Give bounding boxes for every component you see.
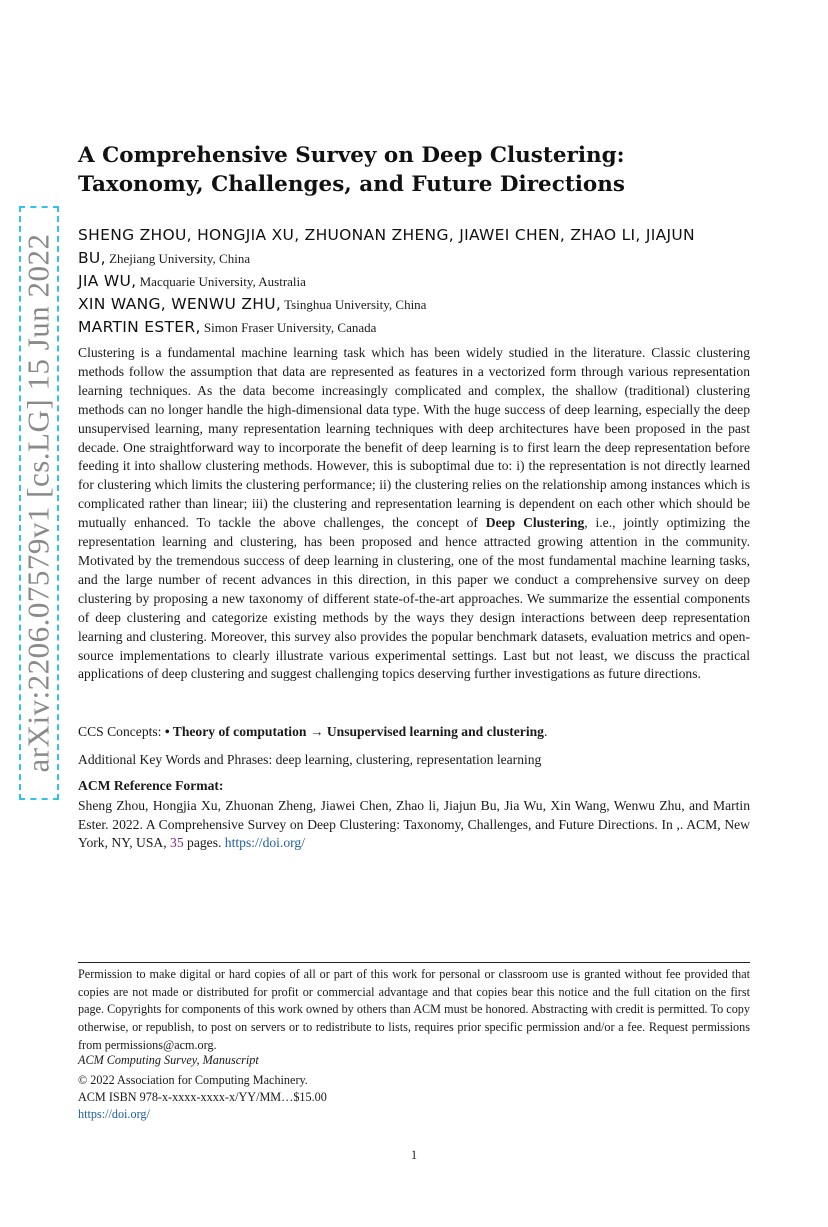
keywords: Additional Key Words and Phrases: deep learning, clustering, representation learning [78,752,542,767]
permission-notice: Permission to make digital or hard copies of all or part of this work for personal or classroom use is granted without fee provided that copies are not made or distributed for profit or commercial advantage and that copies bear this notice and the full citation on the first page. Copyrights for components of this work owned by others than ACM must be honored. Abstracting with credit is permitted. To copy otherwise, or republish, to post on servers or to redistribute to lists, requires prior specific permission and/or a fee. Request permissions from permissions@acm.org. [78,967,750,1052]
pages-suffix: pages. [183,835,225,850]
reference-heading: ACM Reference Format: [78,778,224,793]
paper-title [78,141,758,199]
arxiv-stamp [19,206,59,800]
author-affiliation: Zhejiang University, China [105,251,251,266]
ccs-concept-list: • Theory of computation → Unsupervised learning and clustering [164,724,544,739]
author-block [78,224,750,339]
doi-link[interactable]: https://doi.org/ [224,835,305,850]
author-line [78,247,750,270]
ccs-concepts [78,724,750,740]
pages-link[interactable]: 35 [170,835,184,850]
footnote-divider [78,962,750,963]
author-line [78,270,750,293]
isbn-line: ACM ISBN 978-x-xxxx-xxxx-x/YY/MM…$15.00 [78,1090,327,1104]
author-affiliation: Tsinghua University, China [281,297,427,312]
abstract-emphasis: Deep Clustering [485,515,585,531]
author-names: SHENG ZHOU, HONGJIA XU, ZHUONAN ZHENG, JIAWEI CHEN, ZHAO LI, JIAJUN [78,226,695,244]
author-line [78,224,750,247]
abstract [78,344,750,684]
page-number: 1 [410,1148,418,1162]
footer-doi-link[interactable]: https://doi.org/ [78,1107,150,1121]
author-affiliation: Macquarie University, Australia [136,274,306,289]
abstract-text-continued: , i.e., jointly optimizing the representation learning and clustering, has been proposed and hence attracted growing attention in the community. Motivated by the tremendous success of deep learning in clustering, one of the most fundamental machine learning tasks, and the large number of recent advances in this direction, in this paper we conduct a comprehensive survey on deep clustering by proposing a new taxonomy of different state-of-the-art approaches. We summarize the essential components of deep clustering and categorize existing methods by the ways they design interactions between deep representation learning and clustering. Moreover, this survey also provides the popular benchmark datasets, evaluation metrics and open-source implementations to clearly illustrate various experimental settings. Last but not least, we discuss the practical applications of deep clustering and suggest challenging topics deserving further investigations as future directions. [78,515,751,682]
author-names: JIA WU, [78,272,137,290]
author-line [78,293,750,316]
copyright-notice: © 2022 Association for Computing Machinery. [78,1073,308,1087]
journal-name: ACM Computing Survey, Manuscript [78,1053,259,1067]
ccs-label: CCS Concepts: [78,724,165,739]
author-line [78,316,750,339]
title-line-2: Taxonomy, Challenges, and Future Directions [78,172,626,197]
author-names: BU, [78,249,106,267]
ccs-end: . [543,724,548,739]
reference-text: Sheng Zhou, Hongjia Xu, Zhuonan Zheng, Jiawei Chen, Zhao li, Jiajun Bu, Jia Wu, Xin Wang, Wenwu Zhu, and Martin Ester. 2022. A Comprehensive Survey on Deep Clustering: Taxonomy, Challenges, and Future Directions. In ,. ACM, New York, NY, USA, [78,798,750,850]
title-line-1: A Comprehensive Survey on Deep Clustering: [78,143,625,168]
reference-format [78,797,750,853]
author-names: XIN WANG, WENWU ZHU, [78,295,282,313]
author-names: MARTIN ESTER, [78,318,201,336]
abstract-text: Clustering is a fundamental machine learning task which has been widely studied in the literature. Classic clustering methods follow the assumption that data are represented as features in a vectorized form through various representation learning techniques. As the data become increasingly complicated and complex, the shallow (traditional) clustering methods can no longer handle the high-dimensional data type. With the huge success of deep learning, especially the deep unsupervised learning, many representation learning techniques with deep architectures have been proposed in the past decade. One straightforward way to incorporate the benefit of deep learning is to first learn the deep representation before feeding it into shallow clustering methods. However, this is suboptimal due to: i) the representation is not directly learned for clustering which limits the clustering performance; ii) the clustering relies on the relationship among instances which is complicated rather than linear; iii) the clustering and representation learning is dependent on each other which should be mutually enhanced. To tackle the above challenges, the concept of [78,345,750,531]
arxiv-identifier: arXiv:2206.07579v1 [cs.LG] 15 Jun 2022 [21,233,56,773]
author-affiliation: Simon Fraser University, Canada [200,320,377,335]
